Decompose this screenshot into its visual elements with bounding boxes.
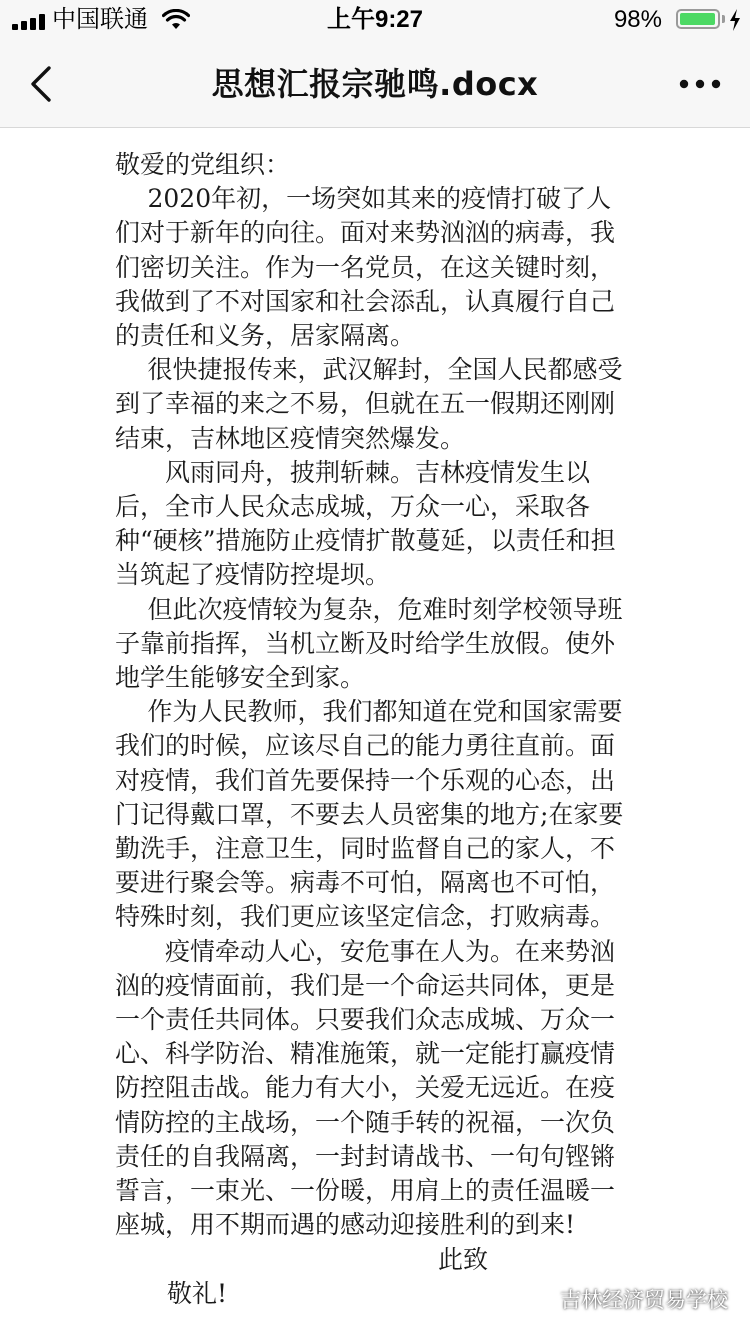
back-button[interactable] — [18, 60, 66, 108]
paragraph: 2020年初，一场突如其来的疫情打破了人们对于新年的向往。面对来势汹汹的病毒，我们密切关注。作为一名党员，在这关键时刻，我做到了不对国家和社会添乱，认真履行自己的责任和义务，居家隔离。 — [115, 184, 616, 351]
more-button[interactable] — [670, 66, 730, 102]
battery-level — [680, 13, 715, 25]
watermark-text: 吉林经济贸易学校 — [560, 1288, 728, 1312]
battery-percent: 98% — [613, 6, 662, 33]
battery-cap — [722, 15, 725, 23]
charging-bolt-icon — [728, 8, 742, 32]
closing: 此致 — [438, 1244, 489, 1274]
status-time: 上午9:27 — [326, 6, 424, 33]
more-dots-icon — [670, 66, 730, 102]
wechat-icon — [524, 1286, 554, 1312]
carrier-name: 中国联通 — [52, 6, 148, 33]
greeting: 敬爱的党组织： — [115, 150, 291, 179]
battery-icon — [676, 9, 720, 29]
page-title: 思想汇报宗驰鸣.docx — [211, 65, 539, 103]
paragraph: 但此次疫情较为复杂，危难时刻学校领导班子靠前指挥，当机立断及时给学生放假。使外地学生能够安全到家。 — [115, 594, 623, 693]
paragraph: 风雨同舟，披荆斩棘。吉林疫情发生以后，全市人民众志成城，万众一心，采取各种“硬核”措施防止疫情扩散蔓延，以责任和担当筑起了疫情防控堤坝。 — [115, 457, 616, 590]
chevron-left-icon — [18, 60, 66, 108]
nav-bar — [0, 40, 750, 128]
paragraph: 作为人民教师，我们都知道在党和国家需要我们的时候，应该尽自己的能力勇往直前。面对疫情，我们首先要保持一个乐观的心态，出门记得戴口罩，不要去人员密集的地方;在家要勤洗手，注意卫生，同时监督自己的家人，不要进行聚会等。病毒不可怕，隔离也不可怕，特殊时刻，我们更应该坚定信念，打败病毒。 — [115, 697, 624, 932]
document-body — [115, 148, 635, 1311]
status-bar — [0, 0, 750, 40]
watermark — [524, 1284, 728, 1314]
paragraph: 很快捷报传来，武汉解封，全国人民都感受到了幸福的来之不易，但就在五一假期还刚刚结束，吉林地区疫情突然爆发。 — [115, 355, 623, 453]
salute: 敬礼! — [167, 1278, 228, 1308]
paragraph: 疫情牵动人心，安危事在人为。在来势汹汹的疫情面前，我们是一个命运共同体，更是一个责任共同体。只要我们众志成城、万众一心、科学防治、精准施策，就一定能打赢疫情防控阻击战。能力有大小，关爱无远近。在疫情防控的主战场，一个随手转的祝福，一次负责任的自我隔离，一封封请战书、一句句铿锵誓言，一束光、一份暖，用肩上的责任温暖一座城，用不期而遇的感动迎接胜利的到来! — [115, 936, 616, 1240]
